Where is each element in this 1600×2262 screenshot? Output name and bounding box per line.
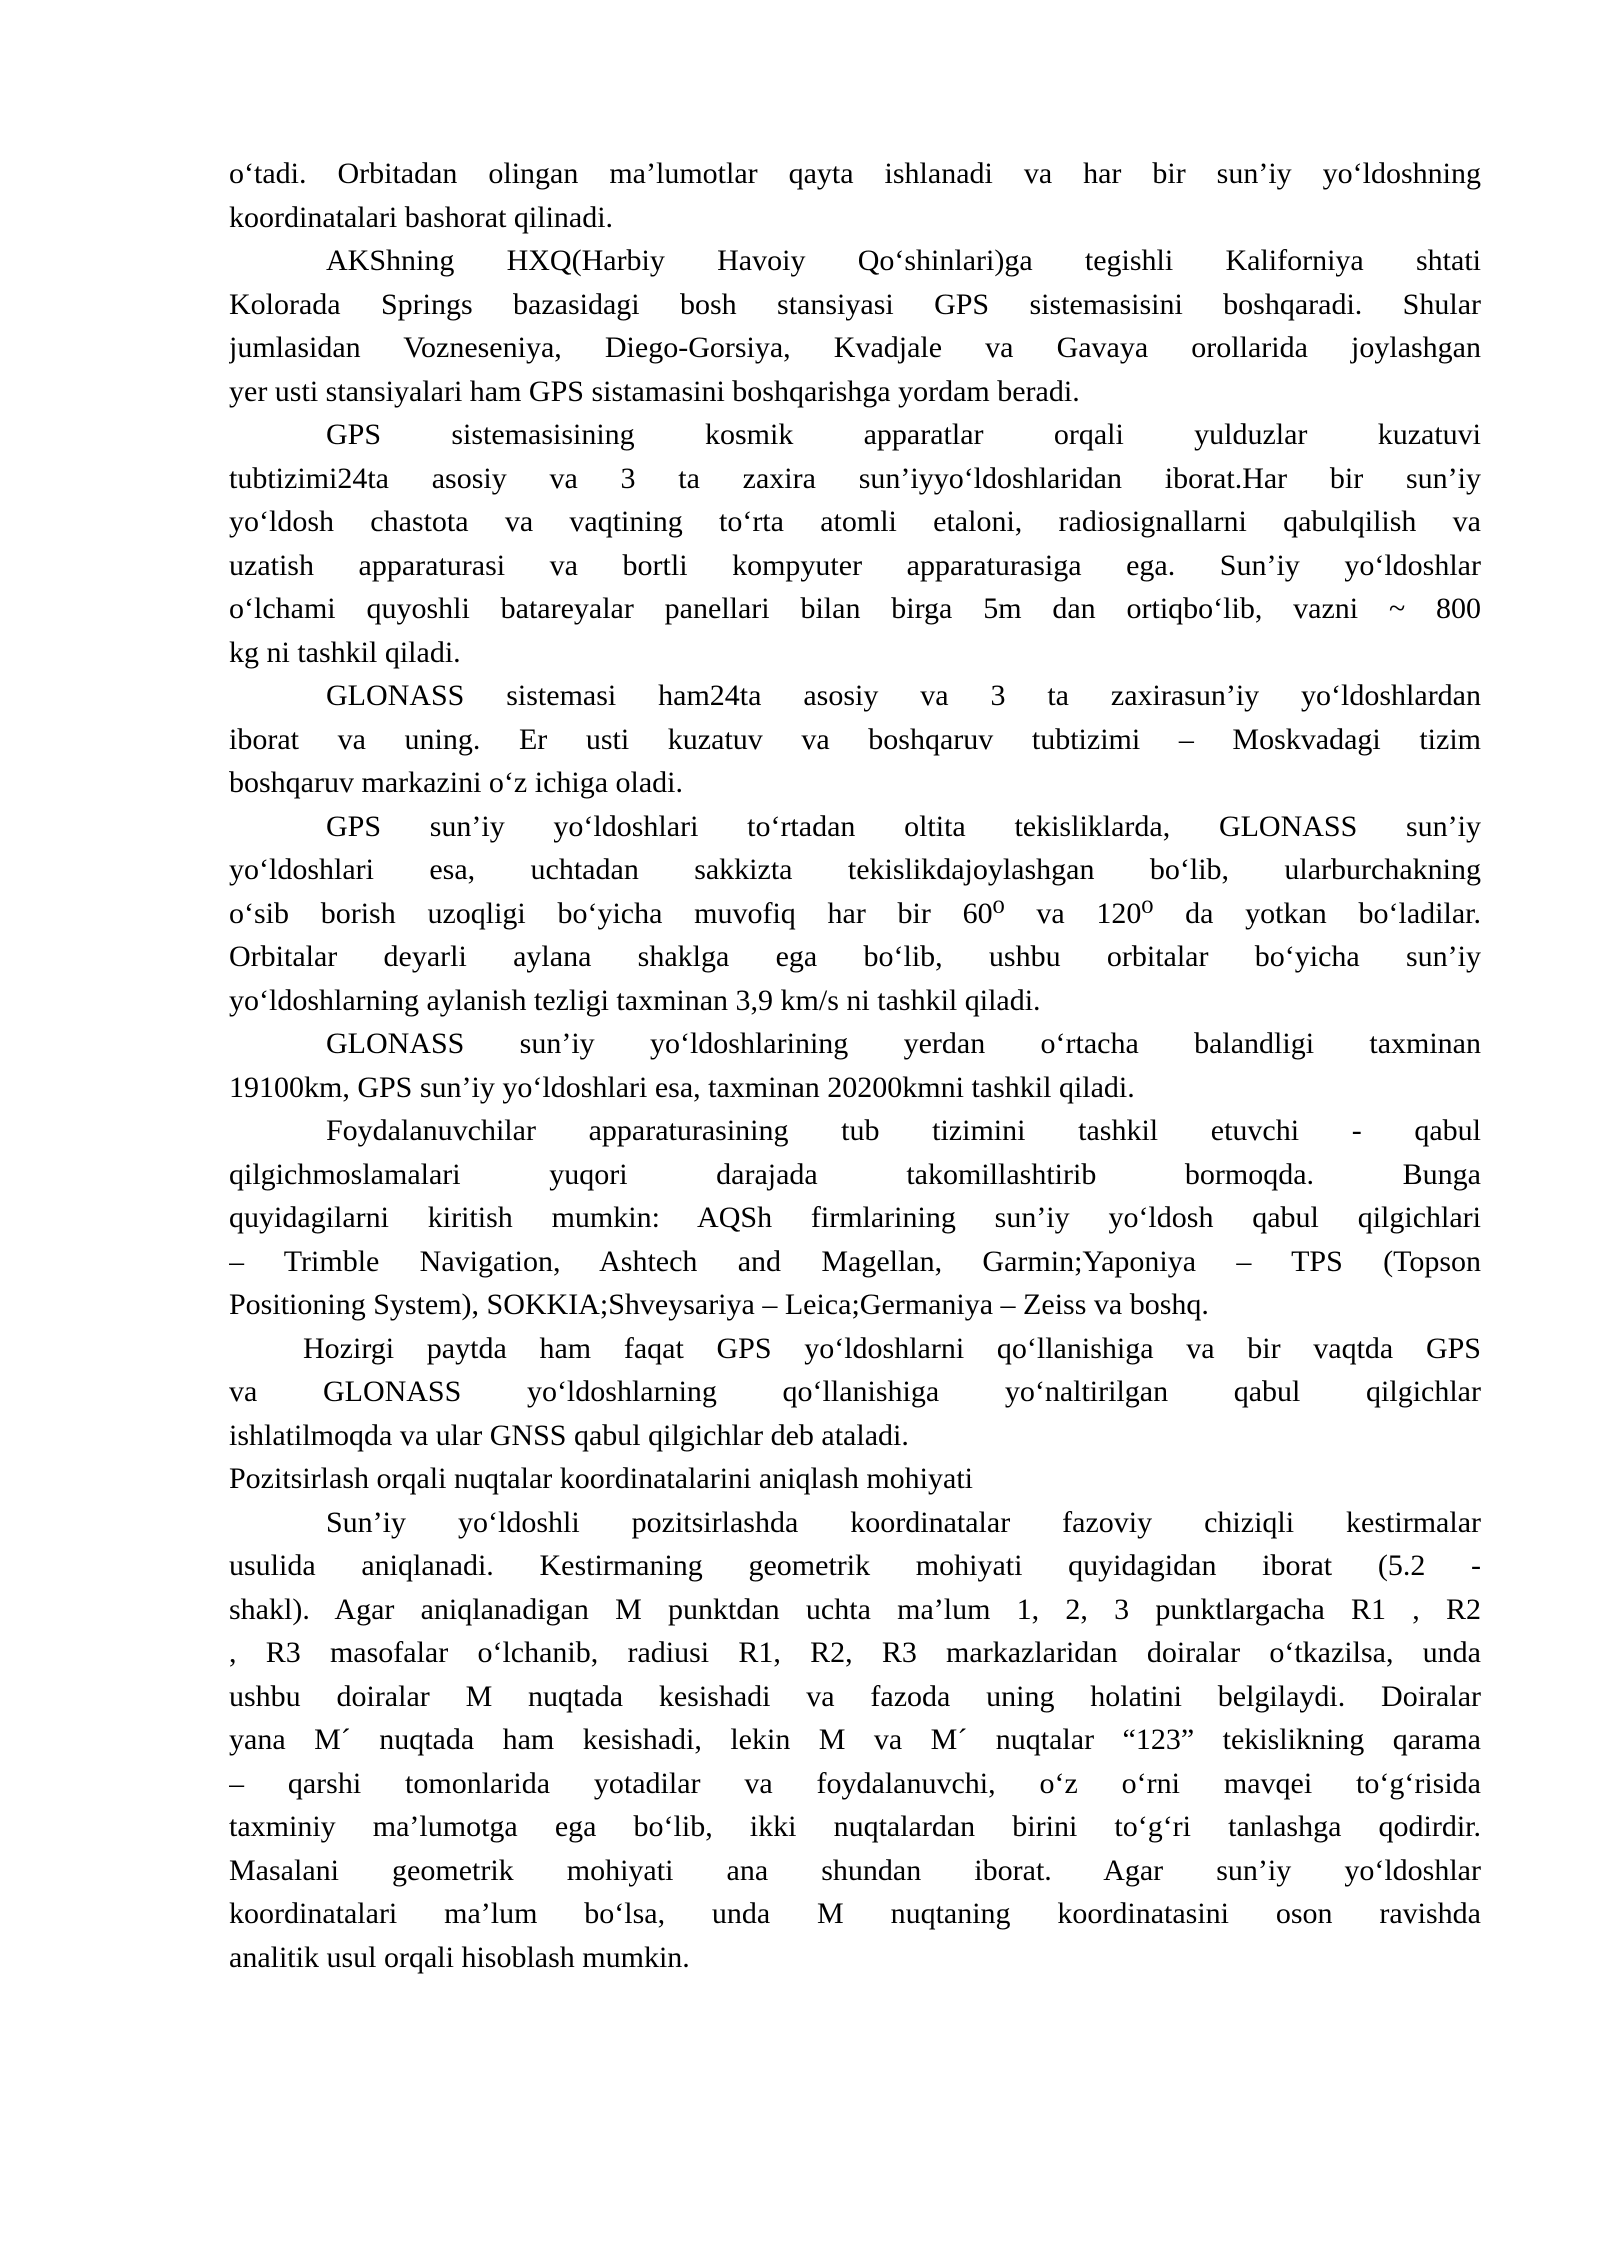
paragraph-line: tubtizimi24ta asosiy va 3 ta zaxira sun’iyyo‘ldoshlaridan iborat.Har bir sun’iy [229,461,1481,495]
paragraph-line: o‘sib borish uzoqligi bo‘yicha muvofiq har bir 60⁰ va 120⁰ da yotkan bo‘ladilar. [229,896,1481,930]
paragraph-line: yo‘ldoshlarning aylanish tezligi taxminan 3,9 km/s ni tashkil qiladi. [229,983,1041,1017]
document-page [229,152,1481,1979]
paragraph-line: Positioning System), SOKKIA;Shveysariya – Leica;Germaniya – Zeiss va boshq. [229,1288,1209,1321]
paragraph-line: Foydalanuvchilar apparaturasining tub tizimini tashkil etuvchi - qabul [326,1114,1481,1147]
paragraph-line: Masalani geometrik mohiyati ana shundan iborat. Agar sun’iy yo‘ldoshlar [229,1853,1481,1887]
paragraph-line: – qarshi tomonlarida yotadilar va foydalanuvchi, o‘z o‘rni mavqei to‘g‘risida [229,1766,1481,1800]
paragraph-line: boshqaruv markazini o‘z ichiga oladi. [229,766,684,799]
paragraph-line: ushbu doiralar M nuqtada kesishadi va fazoda uning holatini belgilaydi. Doiralar [229,1679,1481,1713]
paragraph-line: analitik usul orqali hisoblash mumkin. [229,1940,690,1974]
section-heading [229,1457,1481,1501]
paragraph-line: usulida aniqlanadi. Kestirmaning geometrik mohiyati quyidagidan iborat (5.2 - [229,1549,1481,1582]
paragraph-line: AKShning HXQ(Harbiy Havoiy Qo‘shinlari)ga tegishli Kaliforniya shtati [326,244,1481,277]
paragraph-line: quyidagilarni kiritish mumkin: AQSh firmlarining sun’iy yo‘ldosh qabul qilgichlari [229,1201,1481,1234]
paragraph [229,805,1481,1023]
paragraph-line: yo‘ldoshlari esa, uchtadan sakkizta tekislikdajoylashgan bo‘lib, ularburchakning [229,853,1481,886]
paragraph-line: Sun’iy yo‘ldoshli pozitsirlashda koordinatalar fazoviy chiziqli kestirmalar [326,1505,1481,1539]
paragraph [229,1109,1481,1327]
paragraph [229,1501,1481,1980]
heading-text: Pozitsirlash orqali nuqtalar koordinatalarini aniqlash mohiyati [229,1462,973,1495]
paragraph-line: yana M´ nuqtada ham kesishadi, lekin M va M´ nuqtalar “123” tekislikning qarama [229,1723,1481,1756]
paragraph-line: GPS sun’iy yo‘ldoshlari to‘rtadan oltita tekisliklarda, GLONASS sun’iy [326,809,1481,843]
paragraph-line: uzatish apparaturasi va bortli kompyuter apparaturasiga ega. Sun’iy yo‘ldoshlar [229,548,1481,582]
paragraph-line: iborat va uning. Er usti kuzatuv va boshqaruv tubtizimi – Moskvadagi tizim [229,722,1481,756]
paragraph [229,413,1481,674]
paragraph [229,239,1481,413]
paragraph-line: koordinatalari ma’lum bo‘lsa, unda M nuqtaning koordinatasini oson ravishda [229,1897,1481,1930]
paragraph-line: kg ni tashkil qiladi. [229,635,461,669]
paragraph-line: koordinatalari bashorat qilinadi. [229,200,614,234]
paragraph-line: yo‘ldosh chastota va vaqtining to‘rta atomli etaloni, radiosignallarni qabulqilish va [229,505,1481,538]
paragraph-line: shakl). Agar aniqlanadigan M punktdan uchta ma’lum 1, 2, 3 punktlargacha R1 , R2 [229,1592,1481,1626]
paragraph [229,1022,1481,1109]
paragraph-line: GPS sistemasisining kosmik apparatlar orqali yulduzlar kuzatuvi [326,418,1481,451]
paragraph-line: GLONASS sun’iy yo‘ldoshlarining yerdan o‘rtacha balandligi taxminan [326,1027,1481,1060]
paragraph [229,674,1481,805]
paragraph [229,1327,1481,1458]
paragraph [229,152,1481,239]
paragraph-line: – Trimble Navigation, Ashtech and Magellan, Garmin;Yaponiya – TPS (Topson [229,1244,1481,1278]
paragraph-line: Orbitalar deyarli aylana shaklga ega bo‘lib, ushbu orbitalar bo‘yicha sun’iy [229,940,1481,973]
paragraph-line: 19100km, GPS sun’iy yo‘ldoshlari esa, taxminan 20200kmni tashkil qiladi. [229,1070,1135,1104]
paragraph-line: o‘lchami quyoshli batareyalar panellari bilan birga 5m dan ortiqbo‘lib, vazni ~ 800 [229,592,1481,625]
paragraph-line: , R3 masofalar o‘lchanib, radiusi R1, R2, R3 markazlaridan doiralar o‘tkazilsa, unda [229,1636,1481,1669]
paragraph-line: jumlasidan Vozneseniya, Diego-Gorsiya, Kvadjale va Gavaya orollarida joylashgan [229,331,1481,364]
paragraph-line: va GLONASS yo‘ldoshlarning qo‘llanishiga yo‘naltirilgan qabul qilgichlar [229,1375,1481,1408]
paragraph-line: taxminiy ma’lumotga ega bo‘lib, ikki nuqtalardan birini to‘g‘ri tanlashga qodirdir. [229,1810,1481,1843]
paragraph-line: yer usti stansiyalari ham GPS sistamasini boshqarishga yordam beradi. [229,374,1080,408]
paragraph-line: o‘tadi. Orbitadan olingan ma’lumotlar qayta ishlanadi va har bir sun’iy yo‘ldoshning [229,157,1481,190]
paragraph-line: Hozirgi paytda ham faqat GPS yo‘ldoshlarni qo‘llanishiga va bir vaqtda GPS [303,1331,1481,1365]
paragraph-line: GLONASS sistemasi ham24ta asosiy va 3 ta zaxirasun’iy yo‘ldoshlardan [326,679,1481,712]
paragraph-line: qilgichmoslamalari yuqori darajada takomillashtirib bormoqda. Bunga [229,1157,1481,1191]
paragraph-line: ishlatilmoqda va ular GNSS qabul qilgichlar deb ataladi. [229,1418,909,1452]
paragraph-line: Kolorada Springs bazasidagi bosh stansiyasi GPS sistemasisini boshqaradi. Shular [229,287,1481,321]
